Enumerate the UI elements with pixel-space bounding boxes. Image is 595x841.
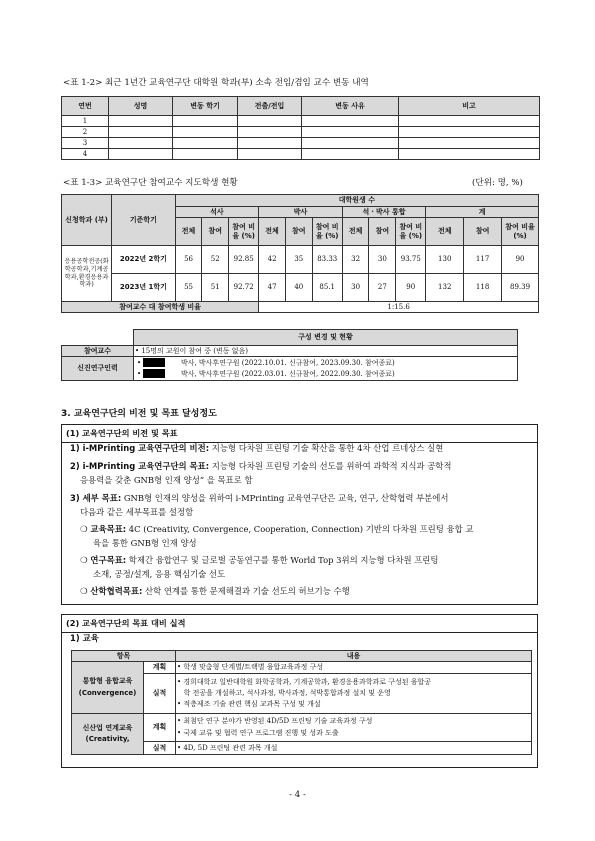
subheader-ratio: 참여 비율 (%) xyxy=(396,218,426,246)
col-header-name: 성명 xyxy=(109,97,173,116)
value-cell: 132 xyxy=(426,274,464,302)
researcher-line: 박사, 박사후연구원 (2022.03.01. 신규참여, 2022.09.30. 참여종료) xyxy=(180,369,395,378)
header-content: 내용 xyxy=(176,651,532,662)
plan-label: 계획 xyxy=(144,714,176,742)
ratio-value: 1:15.6 xyxy=(259,302,539,313)
goal-line-cont: 응용력을 갖춘 GNB형 인재 양성” 을 목표로 함 xyxy=(80,475,253,485)
header-integrated: 석ㆍ박사 통합 xyxy=(342,207,426,218)
value-cell: 42 xyxy=(259,246,286,274)
value-cell: 56 xyxy=(175,246,202,274)
value-cell: 51 xyxy=(202,274,229,302)
table-row xyxy=(62,274,539,302)
subheader-participating: 참여 xyxy=(464,218,502,246)
table-row xyxy=(62,246,539,274)
header-item: 항목 xyxy=(72,651,176,662)
subheader-ratio: 참여 비율 (%) xyxy=(502,218,539,246)
value-cell: 55 xyxy=(175,274,202,302)
subheader-ratio: 참여 비율 (%) xyxy=(229,218,259,246)
value-cell: 85.1 xyxy=(312,274,342,302)
value-cell: 27 xyxy=(369,274,396,302)
table-row xyxy=(62,149,540,160)
education-subtitle: 1) 교육 xyxy=(70,633,99,643)
header-total: 계 xyxy=(426,207,539,218)
ratio-label: 참여교수 대 참여학생 비율 xyxy=(62,302,259,313)
value-cell: 130 xyxy=(426,246,464,274)
header-master: 석사 xyxy=(175,207,259,218)
value-cell: 32 xyxy=(342,246,369,274)
education-achievement-table xyxy=(71,650,532,755)
header-doctor: 박사 xyxy=(259,207,343,218)
plan-list: • 최첨단 연구 분야가 반영된 4D/5D 프린팅 기술 교육과정 구성 • 국제 교류 및 협력 연구 프로그램 진행 및 성과 도출 xyxy=(176,714,532,742)
subheader-participating: 참여 xyxy=(369,218,396,246)
creativity-group: 신산업 연계교육 (Creativity, xyxy=(72,714,144,755)
detail-goal-line: 3) 세부 목표: GNB형 인재의 양성을 위하여 i-MPrinting 교육연구단은 교육, 연구, 산학협력 부분에서 xyxy=(70,493,449,503)
term-cell: 2022년 2학기 xyxy=(112,246,176,274)
table-1-3-unit: (단위: 명, %) xyxy=(472,178,523,188)
research-goal-line: ❍ 연구목표: 학제간 융합연구 및 글로벌 공동연구를 통한 World Top 3위의 지능형 다차원 프린팅 xyxy=(80,555,439,565)
table-1-2-caption: <표 1-2> 최근 1년간 교육연구단 대학원 학과(부) 소속 전임/겸임 교수 변동 내역 xyxy=(63,78,369,88)
value-cell: 83.33 xyxy=(312,246,342,274)
new-researcher-list: • 박사, 박사후연구원 (2022.10.01. 신규참여, 2023.09.30. 참여종료) • 박사, 박사후연구원 (2022.03.01. 신규참여, 2022.09.30. 참여종료) xyxy=(134,357,518,381)
page-number: - 4 - xyxy=(289,790,306,800)
table-row xyxy=(62,116,540,127)
industry-goal-line: ❍ 산학협력목표: 산학 연계를 통한 문제해결과 기술 선도의 허브기능 수행 xyxy=(80,586,350,596)
composition-header: 구성 변경 및 현황 xyxy=(134,330,518,346)
value-cell: 90 xyxy=(502,246,539,274)
subheader-all: 전체 xyxy=(426,218,464,246)
value-cell: 93.75 xyxy=(396,246,426,274)
faculty-label: 참여교수 xyxy=(62,346,134,357)
row-number: 2 xyxy=(62,127,109,138)
col-header-note: 비고 xyxy=(399,97,540,116)
new-researcher-label: 신진연구인력 xyxy=(62,357,134,381)
goal-line: 2) i-MPrinting 교육연구단의 목표: 지능형 다차원 프린팅 기술의 선도를 위하여 과학적 지식과 공학적 xyxy=(70,461,452,471)
plan-label: 계획 xyxy=(144,662,176,674)
row-number: 3 xyxy=(62,138,109,149)
col-header-reason: 변동 사유 xyxy=(302,97,399,116)
vision-line: 1) i-MPrinting 교육연구단의 비전: 지능형 다차원 프린팅 기술 확산을 통한 4차 산업 르네상스 실현 xyxy=(70,443,444,453)
col-header-no: 연번 xyxy=(62,97,109,116)
row-number: 1 xyxy=(62,116,109,127)
redacted-name xyxy=(143,369,165,378)
faculty-text: • 15명의 교원이 참여 중 (변동 없음) xyxy=(134,346,518,357)
edu-goal-cont: 육을 통한 GNB형 인재 양성 xyxy=(93,538,197,548)
table-row xyxy=(62,127,540,138)
table-1-3-caption: <표 1-3> 교육연구단 참여교수 지도학생 현황 xyxy=(63,178,238,188)
subheader-participating: 참여 xyxy=(285,218,312,246)
subheader-ratio: 참여 비율 (%) xyxy=(312,218,342,246)
value-cell: 40 xyxy=(285,274,312,302)
term-cell: 2023년 1학기 xyxy=(112,274,176,302)
composition-change-table xyxy=(61,329,518,381)
convergence-group: 통합형 융합교육 (Convergence) xyxy=(72,662,144,714)
value-cell: 90 xyxy=(396,274,426,302)
table-row xyxy=(62,138,540,149)
subheader-participating: 참여 xyxy=(202,218,229,246)
header-grad-students: 대학원생 수 xyxy=(175,195,538,207)
result-label: 실적 xyxy=(144,674,176,714)
value-cell: 92.85 xyxy=(229,246,259,274)
plan-text: • 학생 맞춤형 단계별/트랙별 융합교육과정 구성 xyxy=(176,662,532,674)
result-text: • 4D, 5D 프린팅 관련 과목 개설 xyxy=(176,742,532,755)
subheader-all: 전체 xyxy=(175,218,202,246)
col-header-term: 변동 학기 xyxy=(173,97,238,116)
researcher-line: 박사, 박사후연구원 (2022.10.01. 신규참여, 2023.09.30. 참여종료) xyxy=(180,358,395,367)
value-cell: 35 xyxy=(285,246,312,274)
value-cell: 92.72 xyxy=(229,274,259,302)
achievement-title: (2) 교육연구단의 목표 대비 실적 xyxy=(62,615,537,633)
value-cell: 30 xyxy=(369,246,396,274)
subheader-all: 전체 xyxy=(259,218,286,246)
detail-goal-cont: 다음과 같은 세부목표를 설정함 xyxy=(80,507,194,517)
col-header-transfer: 전출/전입 xyxy=(238,97,302,116)
section-3-title: 3. 교육연구단의 비전 및 목표 달성정도 xyxy=(61,409,217,419)
value-cell: 47 xyxy=(259,274,286,302)
table-1-3 xyxy=(61,194,539,313)
row-number: 4 xyxy=(62,149,109,160)
value-cell: 30 xyxy=(342,274,369,302)
header-base-term: 기준학기 xyxy=(112,195,176,246)
value-cell: 118 xyxy=(464,274,502,302)
edu-goal-line: ❍ 교육목표: 4C (Creativity, Convergence, Cooperation, Connection) 기반의 다차원 프린팅 융합 교 xyxy=(80,524,474,534)
table-1-2 xyxy=(61,96,540,160)
value-cell: 117 xyxy=(464,246,502,274)
research-goal-cont: 소재, 공정/설계, 응용 핵심기술 선도 xyxy=(93,569,226,579)
value-cell: 52 xyxy=(202,246,229,274)
redacted-name xyxy=(143,358,165,367)
vision-goal-title: (1) 교육연구단의 비전 및 목표 xyxy=(62,425,537,443)
header-dept: 신청학과 (부) xyxy=(62,195,112,246)
dept-cell: 응용공학전공(화학공학과,기계공학과,환경응용과학과) xyxy=(62,246,112,302)
result-list: • 경희대학교 일반대학원 화학공학과, 기계공학과, 환경응용과학과로 구성된 융합공 학 전공을 개설하고, 석사과정, 박사과정, 석박통합과정 설치 및 운영 • 적층제조 기술 관련 핵심 교과목 구성 및 개설 xyxy=(176,674,532,714)
subheader-all: 전체 xyxy=(342,218,369,246)
result-label: 실적 xyxy=(144,742,176,755)
value-cell: 89.39 xyxy=(502,274,539,302)
